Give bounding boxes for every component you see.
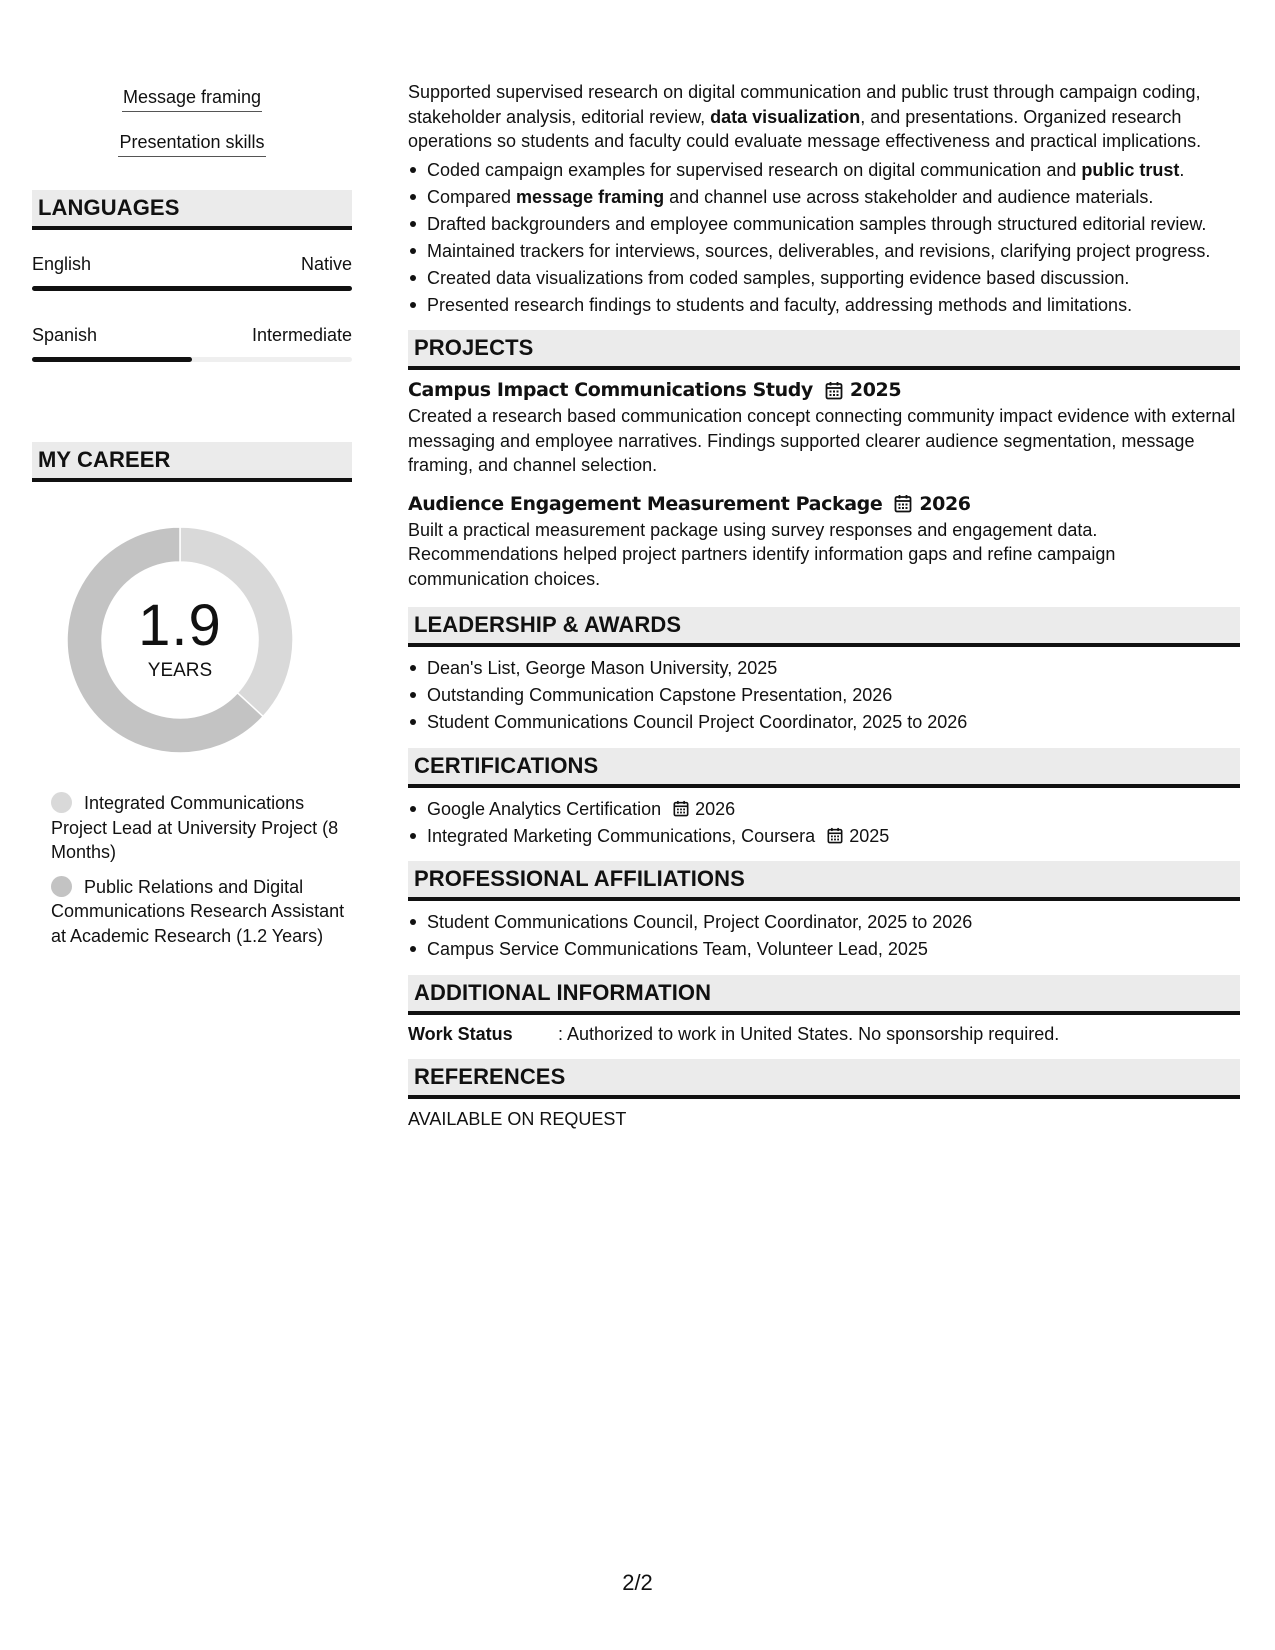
project-title: Audience Engagement Measurement Package bbox=[408, 492, 883, 515]
work-status-value: : Authorized to work in United States. No sponsorship required. bbox=[558, 1023, 1060, 1044]
language-level: Native bbox=[300, 254, 352, 274]
skill-tag bbox=[32, 129, 352, 174]
skill-tag bbox=[32, 84, 352, 129]
section-title: PROFESSIONAL AFFILIATIONS bbox=[414, 866, 745, 891]
list-item: Dean's List, George Mason University, 2025 bbox=[408, 656, 1240, 681]
calendar-icon bbox=[673, 800, 689, 817]
career-total-value: 1.9 bbox=[138, 593, 222, 658]
language-bar bbox=[32, 286, 352, 291]
project-item bbox=[408, 376, 1240, 478]
main-content bbox=[408, 80, 1240, 1131]
leadership-list bbox=[408, 656, 1240, 735]
sidebar bbox=[32, 84, 352, 958]
section-title: CERTIFICATIONS bbox=[414, 752, 599, 778]
list-item: Maintained trackers for interviews, sources, deliverables, and revisions, clarifying project progress. bbox=[408, 239, 1240, 264]
calendar-icon bbox=[894, 494, 912, 513]
section-title: LANGUAGES bbox=[38, 195, 180, 220]
project-title-row bbox=[408, 376, 1240, 404]
languages-heading bbox=[32, 190, 352, 230]
section-title: MY CAREER bbox=[38, 447, 171, 472]
career-donut-center bbox=[66, 526, 294, 754]
certifications-list bbox=[408, 797, 1240, 849]
project-title-row bbox=[408, 490, 1240, 518]
language-bar bbox=[32, 357, 352, 362]
page-number: 2/2 bbox=[622, 1570, 653, 1595]
list-item: Student Communications Council Project Coordinator, 2025 to 2026 bbox=[408, 710, 1240, 735]
section-title: PROJECTS bbox=[414, 335, 534, 360]
list-item: Campus Service Communications Team, Volunteer Lead, 2025 bbox=[408, 937, 1240, 962]
legend-dot-icon bbox=[51, 876, 72, 897]
list-item: Presented research findings to students and faculty, addressing methods and limitations. bbox=[408, 293, 1240, 318]
list-item: Created data visualizations from coded samples, supporting evidence based discussion. bbox=[408, 266, 1240, 291]
career-donut-chart bbox=[66, 526, 294, 754]
language-bar-fill bbox=[32, 357, 192, 362]
section-title: REFERENCES bbox=[414, 1063, 566, 1089]
experience-bullets bbox=[408, 158, 1240, 318]
language-item bbox=[32, 252, 352, 291]
project-year: 2025 bbox=[849, 379, 902, 401]
language-row bbox=[32, 252, 352, 276]
work-status-row bbox=[408, 1021, 1240, 1047]
certification-name: Google Analytics Certification bbox=[427, 798, 662, 819]
list-item: Compared message framing and channel use across stakeholder and audience materials. bbox=[408, 185, 1240, 210]
affiliations-list bbox=[408, 910, 1240, 962]
language-name: English bbox=[32, 254, 92, 274]
career-item bbox=[32, 791, 352, 865]
certifications-heading bbox=[408, 748, 1240, 788]
section-title: LEADERSHIP & AWARDS bbox=[414, 612, 682, 637]
skill-label: Message framing bbox=[122, 84, 262, 112]
list-item bbox=[408, 824, 1240, 849]
career-total-unit: YEARS bbox=[147, 660, 213, 681]
section-title: ADDITIONAL INFORMATION bbox=[414, 979, 712, 1005]
project-title: Campus Impact Communications Study bbox=[408, 379, 813, 401]
language-level: Intermediate bbox=[251, 325, 352, 345]
list-item: Drafted backgrounders and employee communication samples through structured editorial review. bbox=[408, 212, 1240, 237]
certification-name: Integrated Marketing Communications, Coursera bbox=[427, 825, 816, 846]
project-description: Created a research based communication concept connecting community impact evidence with external messaging and employee narratives. Findings supported clearer audience segmentation, message framing, and channel selection. bbox=[408, 406, 1236, 475]
language-name: Spanish bbox=[32, 325, 98, 345]
career-item-text: Public Relations and Digital Communications Research Assistant at Academic Research (1.2 Years) bbox=[51, 876, 345, 946]
leadership-heading bbox=[408, 607, 1240, 647]
additional-info-heading bbox=[408, 975, 1240, 1015]
project-item bbox=[408, 490, 1240, 592]
career-heading bbox=[32, 442, 352, 482]
career-item bbox=[32, 875, 352, 949]
certification-year: 2025 bbox=[849, 825, 890, 846]
legend-dot-icon bbox=[51, 792, 72, 813]
language-item bbox=[32, 323, 352, 362]
calendar-icon bbox=[825, 381, 843, 400]
project-description: Built a practical measurement package using survey responses and engagement data. Recommendations helped project partners identify information gaps and refine campaign communication choices. bbox=[408, 519, 1116, 589]
references-heading bbox=[408, 1059, 1240, 1099]
career-item-text: Integrated Communications Project Lead at University Project (8 Months) bbox=[51, 793, 339, 862]
work-status-label: Work Status bbox=[408, 1023, 513, 1044]
career-legend bbox=[32, 791, 352, 948]
list-item: Student Communications Council, Project Coordinator, 2025 to 2026 bbox=[408, 910, 1240, 935]
list-item: Coded campaign examples for supervised research on digital communication and public trust. bbox=[408, 158, 1240, 183]
language-row bbox=[32, 323, 352, 347]
language-bar-fill bbox=[32, 286, 352, 291]
project-year: 2026 bbox=[919, 492, 971, 515]
skill-label: Presentation skills bbox=[118, 129, 265, 157]
certification-year: 2026 bbox=[695, 798, 736, 819]
list-item bbox=[408, 797, 1240, 822]
references-text: AVAILABLE ON REQUEST bbox=[408, 1108, 627, 1129]
experience-summary: Supported supervised research on digital communication and public trust through campaign coding, stakeholder analysis, editorial review, data visualization, and presentations. Organized research operations so students and faculty could evaluate message effectiveness and practical implications. bbox=[408, 82, 1202, 151]
affiliations-heading bbox=[408, 861, 1240, 901]
calendar-icon bbox=[827, 827, 843, 844]
projects-heading bbox=[408, 330, 1240, 370]
list-item: Outstanding Communication Capstone Presentation, 2026 bbox=[408, 683, 1240, 708]
